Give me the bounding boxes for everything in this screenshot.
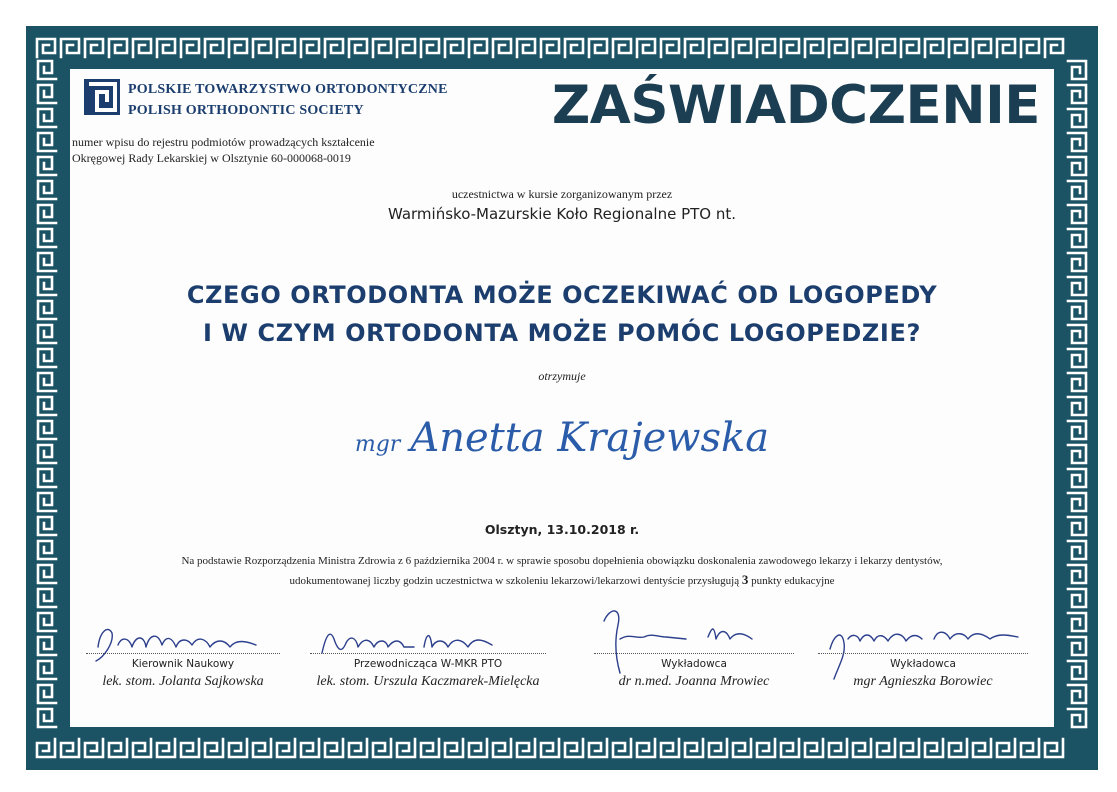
signature-name-3: dr n.med. Joanna Mrowiec [618,674,770,689]
signature-name-4: mgr Agnieszka Borowiec [853,674,993,689]
certificate-panel [70,69,1054,727]
signature-line-2 [310,653,546,654]
signature-role-1: Kierownik Naukowy [131,658,235,670]
signature-line-4 [818,653,1028,654]
signature-role-3: Wykładowca [661,658,727,670]
legal-line-2 [70,572,1054,588]
certificate-title: ZAŚWIADCZENIE [551,75,1040,136]
course-title-line-2: I W CZYM ORTODONTA MOŻE POMÓC LOGOPEDZIE? [203,319,921,347]
signature-name-1: lek. stom. Jolanta Sajkowska [102,674,264,689]
recipient-prefix: mgr [354,432,401,457]
society-name-en: POLISH ORTHODONTIC SOCIETY [128,103,364,118]
recipient-line [70,415,1054,461]
course-title-line-1: CZEGO ORTODONTA MOŻE OCZEKIWAĆ OD LOGOPEDY [186,281,938,309]
signature-role-4: Wykładowca [890,658,956,670]
place-date: Olsztyn, 13.10.2018 r. [484,522,640,537]
legal-text-pre: udokumentowanej liczby godzin uczestnictwa w szkoleniu lekarzowi/lekarzowi dentyście przysługują [289,575,740,587]
registry-line-1: numer wpisu do rejestru podmiotów prowadzących kształcenie [72,135,375,149]
society-name-pl: POLSKIE TOWARZYSTWO ORTODONTYCZNE [128,82,448,97]
signature-name-2: lek. stom. Urszula Kaczmarek-Mielęcka [316,674,540,689]
organizer-name: Warmińsko-Mazurskie Koło Regionalne PTO nt. [387,205,737,223]
pto-logo-icon [84,79,120,115]
signature-line-3 [594,653,794,654]
recipient-name: Anetta Krajewska [410,415,770,461]
legal-line-1: Na podstawie Rozporządzenia Ministra Zdrowia z 6 października 2004 r. w sprawie sposobu dopełnienia obowiązku doskonalenia zawodowego lekarzy i lekarzy dentystów, [181,555,943,567]
registry-line-2: Okręgowej Rady Lekarskiej w Olsztynie 60-000068-0019 [72,151,351,165]
receives-text: otrzymuje [538,369,586,383]
signature-line-1 [86,653,280,654]
signature-role-2: Przewodnicząca W-MKR PTO [353,658,503,670]
legal-points: 3 [741,572,749,587]
legal-text-post: punkty edukacyjne [751,575,835,587]
intro-text: uczestnictwa w kursie zorganizowanym przez [451,187,673,201]
